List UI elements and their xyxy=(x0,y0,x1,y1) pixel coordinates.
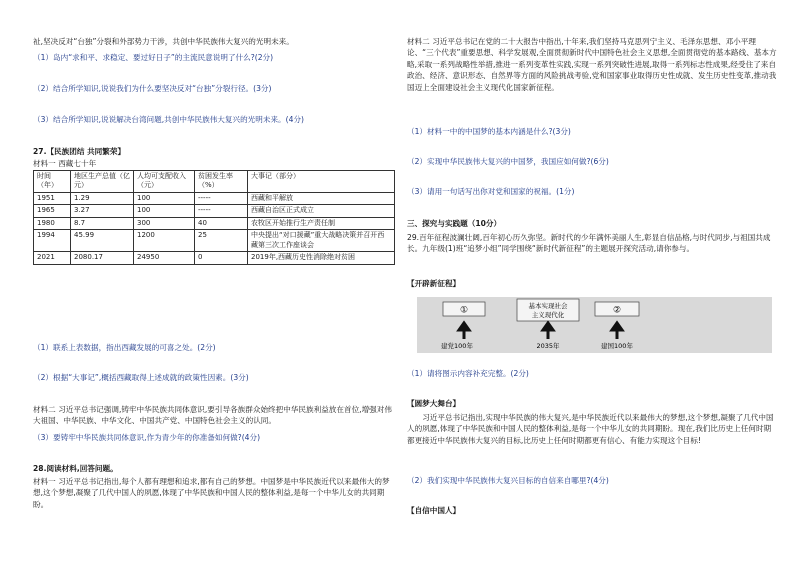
material1-title: 材料一 西藏七十年 xyxy=(33,159,97,168)
table-header-cell: 贫困发生率（%） xyxy=(195,171,248,193)
question-1: （1）岛内“求和平、求稳定、要过好日子”的主流民意说明了什么?(2分) xyxy=(33,53,274,62)
table-cell: 1951 xyxy=(34,192,71,204)
label-nation-100: 建国100年 xyxy=(601,342,633,350)
table-cell: 农牧区开始推行生产责任制 xyxy=(248,217,395,229)
q29-intro: 29.百年征程波澜壮阔,百年初心历久弥坚。新时代的少年满怀美丽人生,彰显自信品格,与时代同步,与祖国共成长。九年级(1)班“追梦小组”同学围绕“新时代新征程”的主题展开探究活动,请你参与。 xyxy=(407,233,771,254)
q28-2: （2）实现中华民族伟大复兴的中国梦，我国应如何做?(6分) xyxy=(407,157,609,166)
box-1-text: ① xyxy=(459,305,469,316)
table-cell: 1965 xyxy=(34,205,71,217)
table-cell: 2080.17 xyxy=(71,252,134,264)
q29-1: （1）请将图示内容补充完整。(2分) xyxy=(407,369,529,378)
label-party-100: 建党100年 xyxy=(441,342,473,350)
table-header-cell: 地区生产总值（亿元） xyxy=(71,171,134,193)
table-cell: 1994 xyxy=(34,230,71,252)
table-cell: 2019年,西藏历史性消除绝对贫困 xyxy=(248,252,395,264)
tibet-data-table xyxy=(33,170,395,265)
table-header-cell: 大事记（部分） xyxy=(248,171,395,193)
section-3-title: 三、探究与实践题（10分） xyxy=(407,219,502,228)
table-row xyxy=(34,217,395,229)
module-new-journey: 【开辟新征程】 xyxy=(407,279,461,288)
table-row xyxy=(34,252,395,264)
table-cell: 1200 xyxy=(134,230,195,252)
table-cell: 100 xyxy=(134,192,195,204)
table-header-cell: 人均可支配收入（元） xyxy=(134,171,195,193)
q27-3: （3）要铸牢中华民族共同体意识,作为青少年的你准备如何做?(4分) xyxy=(33,433,261,442)
module-confident: 【自信中国人】 xyxy=(407,506,461,515)
q28-material1: 材料一 习近平总书记指出,每个人都有理想和追求,都有自己的梦想。中国梦是中华民族近代以来最伟大的梦想,这个梦想,凝聚了几代中国人的夙愿,体现了中华民族和中国人民的整体利益,是每一个中华儿女的共同期盼。 xyxy=(33,477,390,509)
box-2-line-1: 基本实现社会 xyxy=(528,302,568,310)
table-cell: 1980 xyxy=(34,217,71,229)
table-cell: 2021 xyxy=(34,252,71,264)
timeline-diagram xyxy=(417,297,772,353)
q29-2: （2）我们实现中华民族伟大复兴目标的自信来自哪里?(4分) xyxy=(407,476,609,485)
table-cell: 100 xyxy=(134,205,195,217)
q27-material2: 材料二 习近平总书记强调,铸牢中华民族共同体意识,要引导各族群众始终把中华民族利益放在首位,增强对伟大祖国、中华民族、中华文化、中国共产党、中国特色社会主义的认同。 xyxy=(33,405,392,426)
q27-1: （1）联系上表数据，指出西藏发展的可喜之处。(2分) xyxy=(33,343,216,352)
table-row xyxy=(34,192,395,204)
table-row xyxy=(34,230,395,252)
table-header-row xyxy=(34,171,395,193)
table-cell: ----- xyxy=(195,192,248,204)
module-dream-stage: 【圆梦大舞台】 xyxy=(407,399,461,408)
box-2-line-2: 主义现代化 xyxy=(531,311,565,319)
table-cell: 西藏自治区正式成立 xyxy=(248,205,395,217)
table-row xyxy=(34,205,395,217)
q27-title: 27.【民族团结 共同繁荣】 xyxy=(33,147,126,156)
table-cell: 中央提出“对口援藏”重大战略决策并召开西藏第三次工作座谈会 xyxy=(248,230,395,252)
table-cell: 1.29 xyxy=(71,192,134,204)
table-cell: 8.7 xyxy=(71,217,134,229)
table-cell: 西藏和平解放 xyxy=(248,192,395,204)
table-cell: 40 xyxy=(195,217,248,229)
question-3: （3）结合所学知识,说说解决台湾问题,共创中华民族伟大复兴的光明未来。(4分) xyxy=(33,115,305,124)
q28-material2: 材料二 习近平总书记在党的二十大报告中指出,十年来,我们坚持马克思列宁主义、毛泽东思想、邓小平理论、“三个代表”重要思想、科学发展观,全面贯彻新时代中国特色社会主义思想,全面贯彻党的基本路线、基本方略,采取一系列战略性举措,推进一系列变革性实践,实现一系列突破性进展,取得一系列标志性成果,经受住了来自政治、经济、意识形态、自然界等方面的风险挑战考验,党和国家事业取得历史性成就、发生历史性变革,推动我国迈上全面建设社会主义现代化国家新征程。 xyxy=(407,37,777,92)
q28-title: 28.阅读材料,回答问题。 xyxy=(33,464,118,473)
q27-2: （2）根据“大事记”,概括西藏取得上述成就的政策性因素。(3分) xyxy=(33,373,249,382)
table-cell: ----- xyxy=(195,205,248,217)
table-cell: 25 xyxy=(195,230,248,252)
table-header-cell: 时间（年） xyxy=(34,171,71,193)
table-cell: 45.99 xyxy=(71,230,134,252)
box-3-text: ② xyxy=(612,305,622,316)
q28-3: （3）请用一句话写出你对党和国家的祝福。(1分) xyxy=(407,187,575,196)
label-2035: 2035年 xyxy=(536,342,560,350)
table-cell: 3.27 xyxy=(71,205,134,217)
table-cell: 300 xyxy=(134,217,195,229)
table-cell: 24950 xyxy=(134,252,195,264)
table-cell: 0 xyxy=(195,252,248,264)
module-dream-text: 习近平总书记指出,实现中华民族的伟大复兴,是中华民族近代以来最伟大的梦想,这个梦想,凝聚了几代中国人的夙愿,体现了中华民族和中国人民的整体利益,是每一个中华儿女的共同期盼。现在,我们比历史上任何时期都更接近中华民族伟大复兴的目标,比历史上任何时期都更有信心、有能力实现这个目标! xyxy=(407,413,774,445)
q28-1: （1）材料一中的中国梦的基本内涵是什么?(3分) xyxy=(407,127,571,136)
question-2: （2）结合所学知识,说说我们为什么要坚决反对“台独”分裂行径。(3分) xyxy=(33,84,272,93)
intro-text: 祉,坚决反对“台独”分裂和外部势力干涉，共创中华民族伟大复兴的光明未来。 xyxy=(33,37,294,46)
